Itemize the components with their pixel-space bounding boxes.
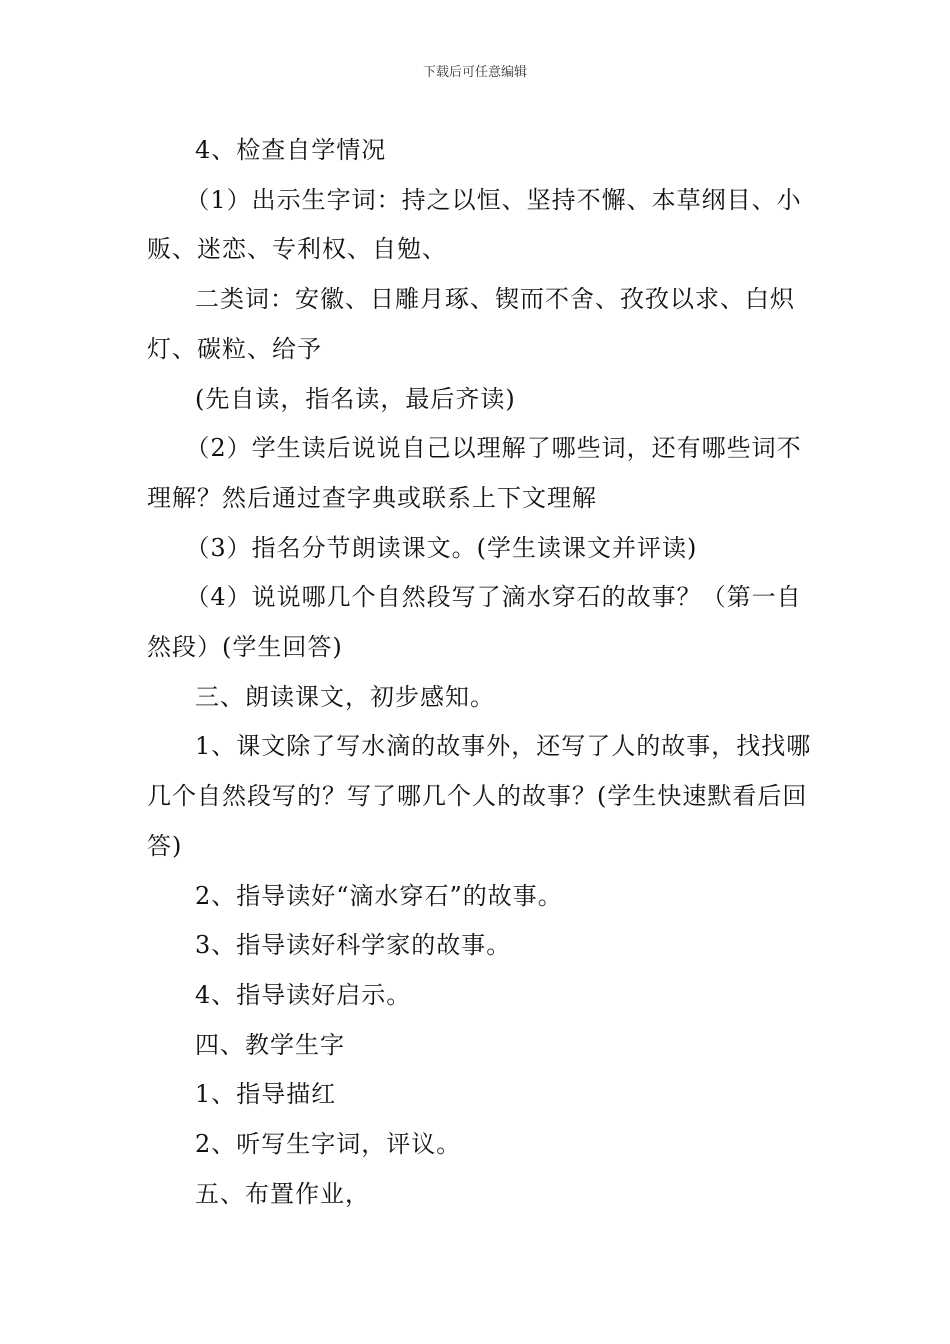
paragraph-trace-red: 1、指导描红 <box>195 1080 337 1109</box>
paragraph-read-sections: （3）指名分节朗读课文。(学生读课文并评读) <box>185 533 698 562</box>
paragraph-guide-water-story: 2、指导读好“滴水穿石”的故事。 <box>195 881 563 910</box>
paragraph-which-sections: （4）说说哪几个自然段写了滴水穿石的故事？（第一自然段）(学生回答) <box>147 583 802 662</box>
document-body <box>147 126 812 1219</box>
paragraph-guide-scientist-story: 3、指导读好科学家的故事。 <box>195 931 512 960</box>
paragraph-people-stories: 1、课文除了写水滴的故事外，还写了人的故事，找找哪几个自然段写的？写了哪几个人的故事？(学生快速默看后回答) <box>147 732 812 860</box>
paragraph-understand-words: （2）学生读后说说自己以理解了哪些词，还有哪些词不理解？然后通过查字典或联系上下文理解 <box>147 434 802 512</box>
section-heading-five: 五、布置作业， <box>195 1179 370 1208</box>
paragraph-new-words: （1）出示生字词：持之以恒、坚持不懈、本草纲目、小贩、迷恋、专利权、自勉、 <box>147 185 802 264</box>
section-heading-three: 三、朗读课文，初步感知。 <box>195 682 495 711</box>
page-header: 下载后可任意编辑 <box>422 65 527 80</box>
paragraph-reading-order: (先自读，指名读，最后齐读) <box>195 384 516 413</box>
paragraph-second-class-words: 二类词：安徽、日雕月琢、锲而不舍、孜孜以求、白炽灯、碳粒、给予 <box>147 285 795 363</box>
paragraph-guide-revelation: 4、指导读好启示。 <box>195 980 412 1009</box>
paragraph-dictation: 2、听写生字词，评议。 <box>195 1130 462 1159</box>
section-heading-four: 四、教学生字 <box>195 1030 345 1059</box>
paragraph-check-self-study: 4、检查自学情况 <box>195 136 387 164</box>
